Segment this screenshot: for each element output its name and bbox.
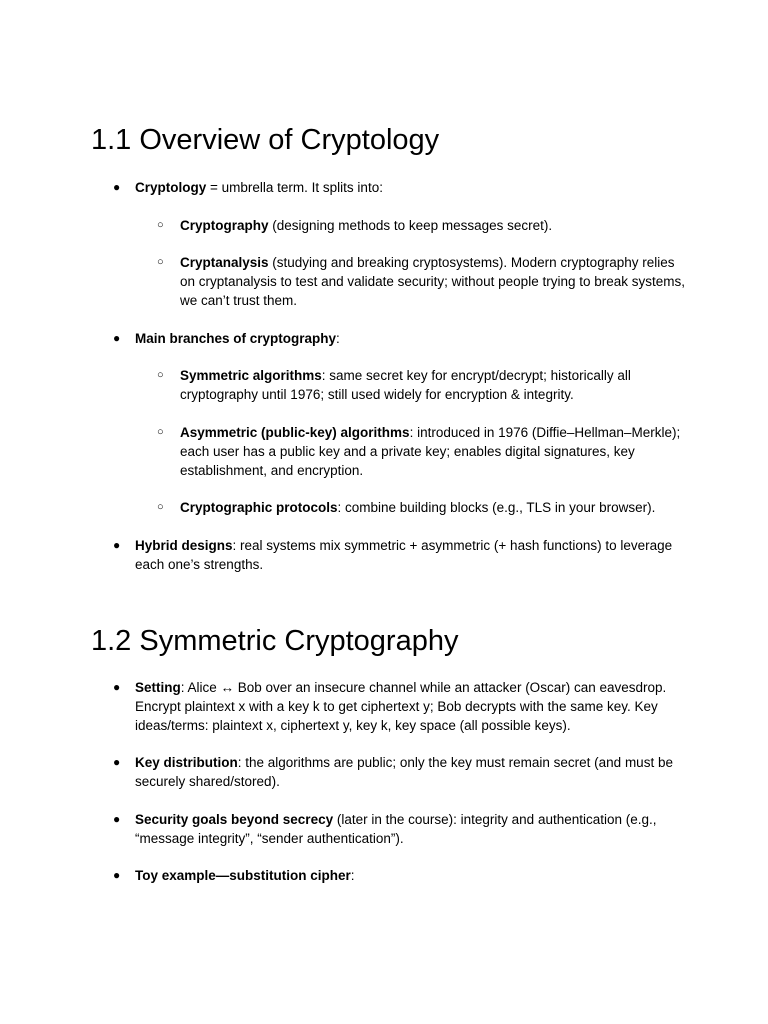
list-item-security-goals: [113, 810, 685, 848]
item-text: :: [336, 331, 340, 346]
term-label: Cryptology: [135, 180, 207, 195]
term-label: Symmetric algorithms: [180, 368, 322, 383]
section-heading-overview: 1.1 Overview of Cryptology: [91, 124, 440, 156]
bullet-icon: ●: [113, 180, 121, 194]
list-item-asymmetric-algorithms: [157, 423, 685, 480]
item-text: : real systems mix symmetric + asymmetric (+ hash functions) to leverage each one’s strengths.: [135, 538, 673, 572]
list-item-setting: [113, 678, 685, 735]
term-label: Cryptographic protocols: [180, 500, 338, 515]
hollow-bullet-icon: ○: [157, 256, 164, 268]
list-item-symmetric-algorithms: [157, 366, 685, 404]
hollow-bullet-icon: ○: [157, 219, 164, 231]
list-item-hybrid-designs: [113, 536, 685, 574]
hollow-bullet-icon: ○: [157, 501, 164, 513]
item-text: (studying and breaking cryptosystems). Modern cryptography relies on cryptanalysis to test and validate security; without people trying to break systems, we can’t trust them.: [180, 255, 685, 308]
bullet-icon: ●: [113, 755, 121, 769]
item-text: : Alice ↔ Bob over an insecure channel while an attacker (Oscar) can eavesdrop. Encrypt plaintext x with a key k to get ciphertext y; Bob decrypts with the same key. Key ideas/terms: plaintext x, ciphertext y, key k, key space (all possible keys).: [135, 680, 667, 733]
item-text: (designing methods to keep messages secret).: [268, 218, 553, 233]
bullet-icon: ●: [113, 538, 121, 552]
bullet-icon: ●: [113, 331, 121, 345]
term-label: Main branches of cryptography: [135, 331, 337, 346]
bullet-icon: ●: [113, 680, 121, 694]
list-item-main-branches: [113, 329, 685, 348]
term-label: Setting: [135, 680, 181, 695]
item-text: : introduced in 1976 (Diffie–Hellman–Merkle); each user has a public key and a private key; enables digital signatures, key establishment, and encryption.: [180, 425, 681, 478]
item-text: (later in the course): integrity and authentication (e.g., “message integrity”, “sender authentication”).: [135, 812, 657, 846]
list-item-cryptology: [113, 178, 685, 197]
item-text: : the algorithms are public; only the key must remain secret (and must be securely shared/stored).: [135, 755, 673, 789]
section-heading-symmetric: 1.2 Symmetric Cryptography: [91, 625, 459, 657]
term-label: Toy example—substitution cipher: [135, 868, 351, 883]
term-label: Cryptanalysis: [180, 255, 269, 270]
item-text: : same secret key for encrypt/decrypt; historically all cryptography until 1976; still used widely for encryption & integrity.: [180, 368, 631, 402]
list-item-cryptography: [157, 216, 685, 235]
term-label: Key distribution: [135, 755, 238, 770]
hollow-bullet-icon: ○: [157, 369, 164, 381]
term-label: Security goals beyond secrecy: [135, 812, 334, 827]
term-label: Cryptography: [180, 218, 269, 233]
list-item-cryptanalysis: [157, 253, 685, 310]
item-text: :: [350, 868, 355, 883]
item-text: : combine building blocks (e.g., TLS in your browser).: [337, 500, 656, 515]
item-text: = umbrella term. It splits into:: [206, 180, 383, 195]
list-item-key-distribution: [113, 753, 685, 791]
hollow-bullet-icon: ○: [157, 426, 164, 438]
term-label: Asymmetric (public-key) algorithms: [180, 425, 410, 440]
list-item-cryptographic-protocols: [157, 498, 685, 517]
list-item-toy-example: [113, 866, 685, 885]
term-label: Hybrid designs: [135, 538, 233, 553]
bullet-icon: ●: [113, 812, 121, 826]
bullet-icon: ●: [113, 868, 121, 882]
